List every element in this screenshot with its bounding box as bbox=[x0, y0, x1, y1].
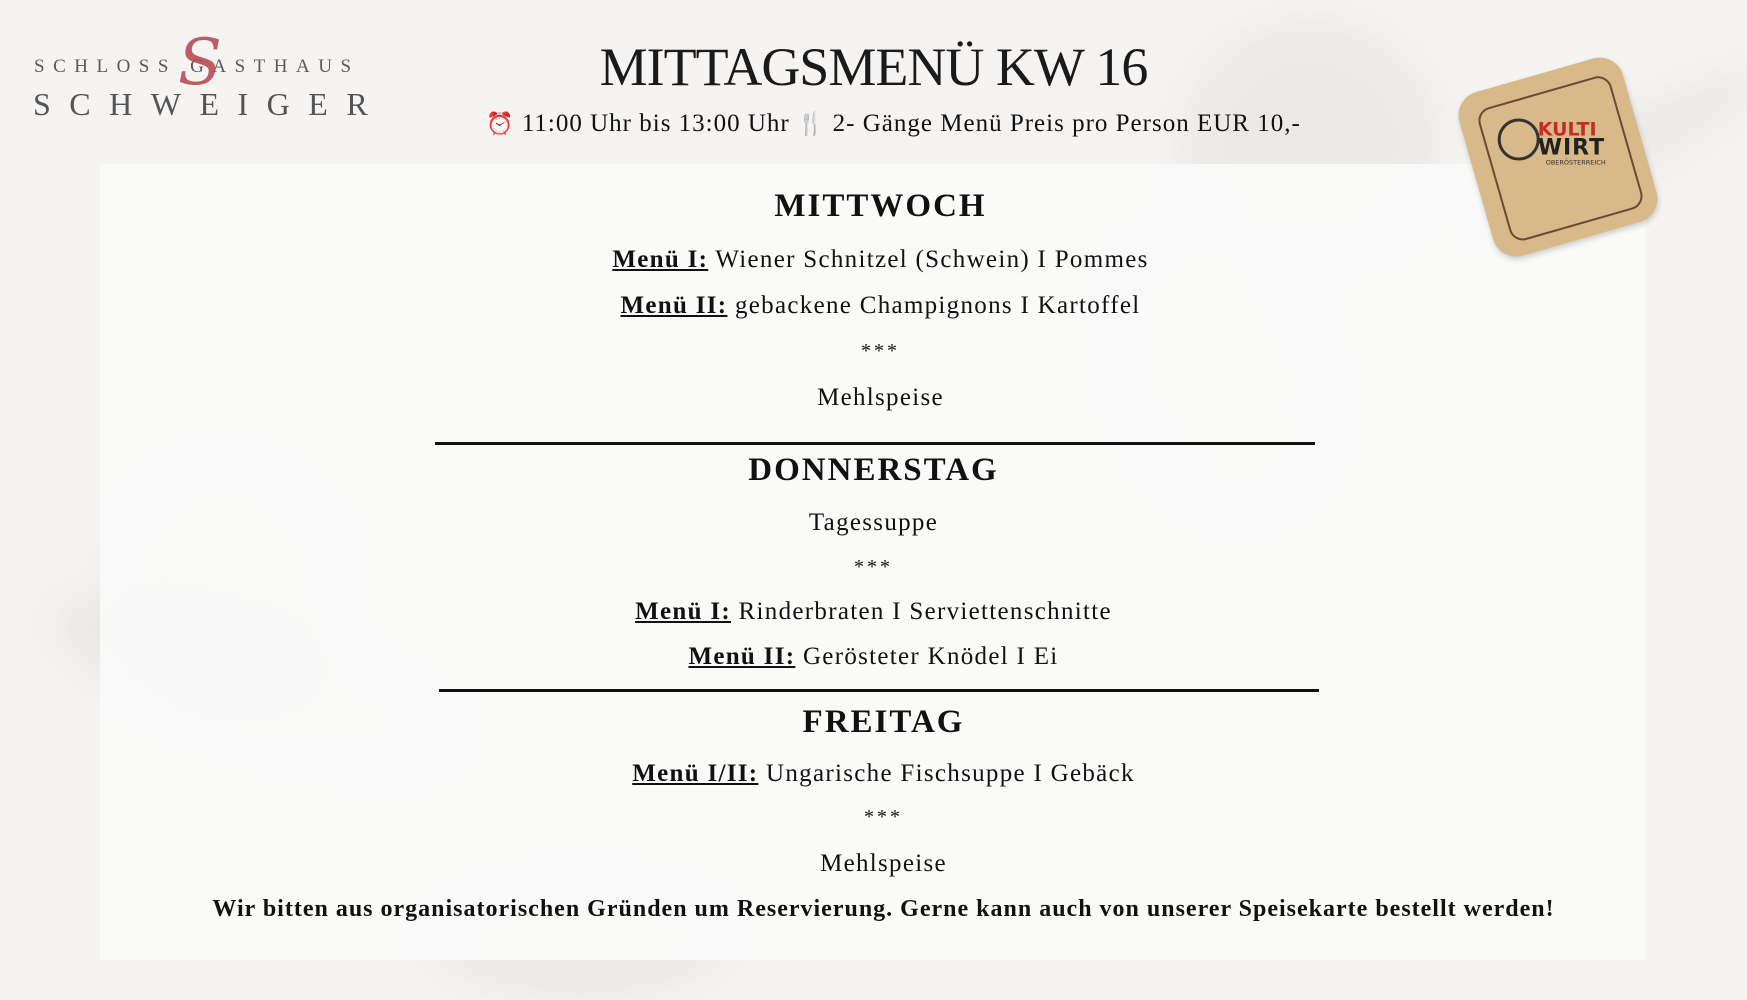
footer-note: Wir bitten aus organisatorischen Gründen um Reservierung. Gerne kann auch von unserer Speisekarte bestellt werden! bbox=[212, 896, 1555, 922]
menu-line bbox=[0, 643, 1747, 671]
soup-line: Tagessuppe bbox=[808, 509, 939, 536]
badge-emblem-icon bbox=[1498, 119, 1540, 161]
badge-line1: KULTI bbox=[1537, 118, 1597, 141]
dessert-line: Mehlspeise bbox=[817, 384, 944, 411]
menu-text: Wiener Schnitzel (Schwein) I Pommes bbox=[715, 246, 1149, 273]
section-separator bbox=[435, 442, 1315, 445]
menu-text: Ungarische Fischsuppe I Gebäck bbox=[766, 760, 1135, 787]
day-heading: FREITAG bbox=[802, 704, 965, 740]
logo-top-text: SCHLOSS GASTHAUS bbox=[34, 56, 360, 77]
dessert-line: Mehlspeise bbox=[820, 850, 947, 877]
stars-divider: *** bbox=[864, 806, 903, 828]
menu-label: Menü II: bbox=[620, 292, 728, 319]
menu-text: Rinderbraten I Serviettenschnitte bbox=[738, 598, 1112, 625]
menu-label: Menü I/II: bbox=[632, 760, 759, 787]
menu-line bbox=[7, 292, 1747, 320]
fork-knife-icon: 🍴 bbox=[797, 111, 826, 136]
stars-divider: *** bbox=[861, 340, 900, 362]
menu-label: Menü I: bbox=[635, 598, 731, 625]
menu-line bbox=[7, 246, 1747, 274]
menu-text: Gerösteter Knödel I Ei bbox=[802, 643, 1059, 670]
day-heading: MITTWOCH bbox=[774, 188, 987, 224]
day-heading: DONNERSTAG bbox=[748, 452, 999, 488]
badge-line2: WIRT bbox=[1537, 135, 1606, 161]
logo-bottom-text: SCHWEIGER bbox=[33, 86, 387, 122]
badge-text bbox=[1504, 118, 1634, 167]
logo-initial: S bbox=[178, 26, 222, 100]
menu-line bbox=[0, 598, 1747, 626]
menu-text: gebackene Champignons I Kartoffel bbox=[734, 292, 1141, 319]
time-text: 11:00 Uhr bis 13:00 Uhr bbox=[521, 110, 790, 137]
stars-divider: *** bbox=[854, 556, 893, 578]
alarm-clock-icon: ⏰ bbox=[486, 111, 515, 136]
menu-label: Menü II: bbox=[688, 643, 796, 670]
menu-line bbox=[10, 760, 1747, 788]
menu-label: Menü I: bbox=[612, 246, 709, 273]
section-separator bbox=[439, 689, 1319, 692]
badge-line3: OBERÖSTERREICH bbox=[1545, 158, 1606, 167]
page-title: MITTAGSMENÜ KW 16 bbox=[599, 37, 1148, 97]
price-text: 2- Gänge Menü Preis pro Person EUR 10,- bbox=[832, 110, 1301, 137]
